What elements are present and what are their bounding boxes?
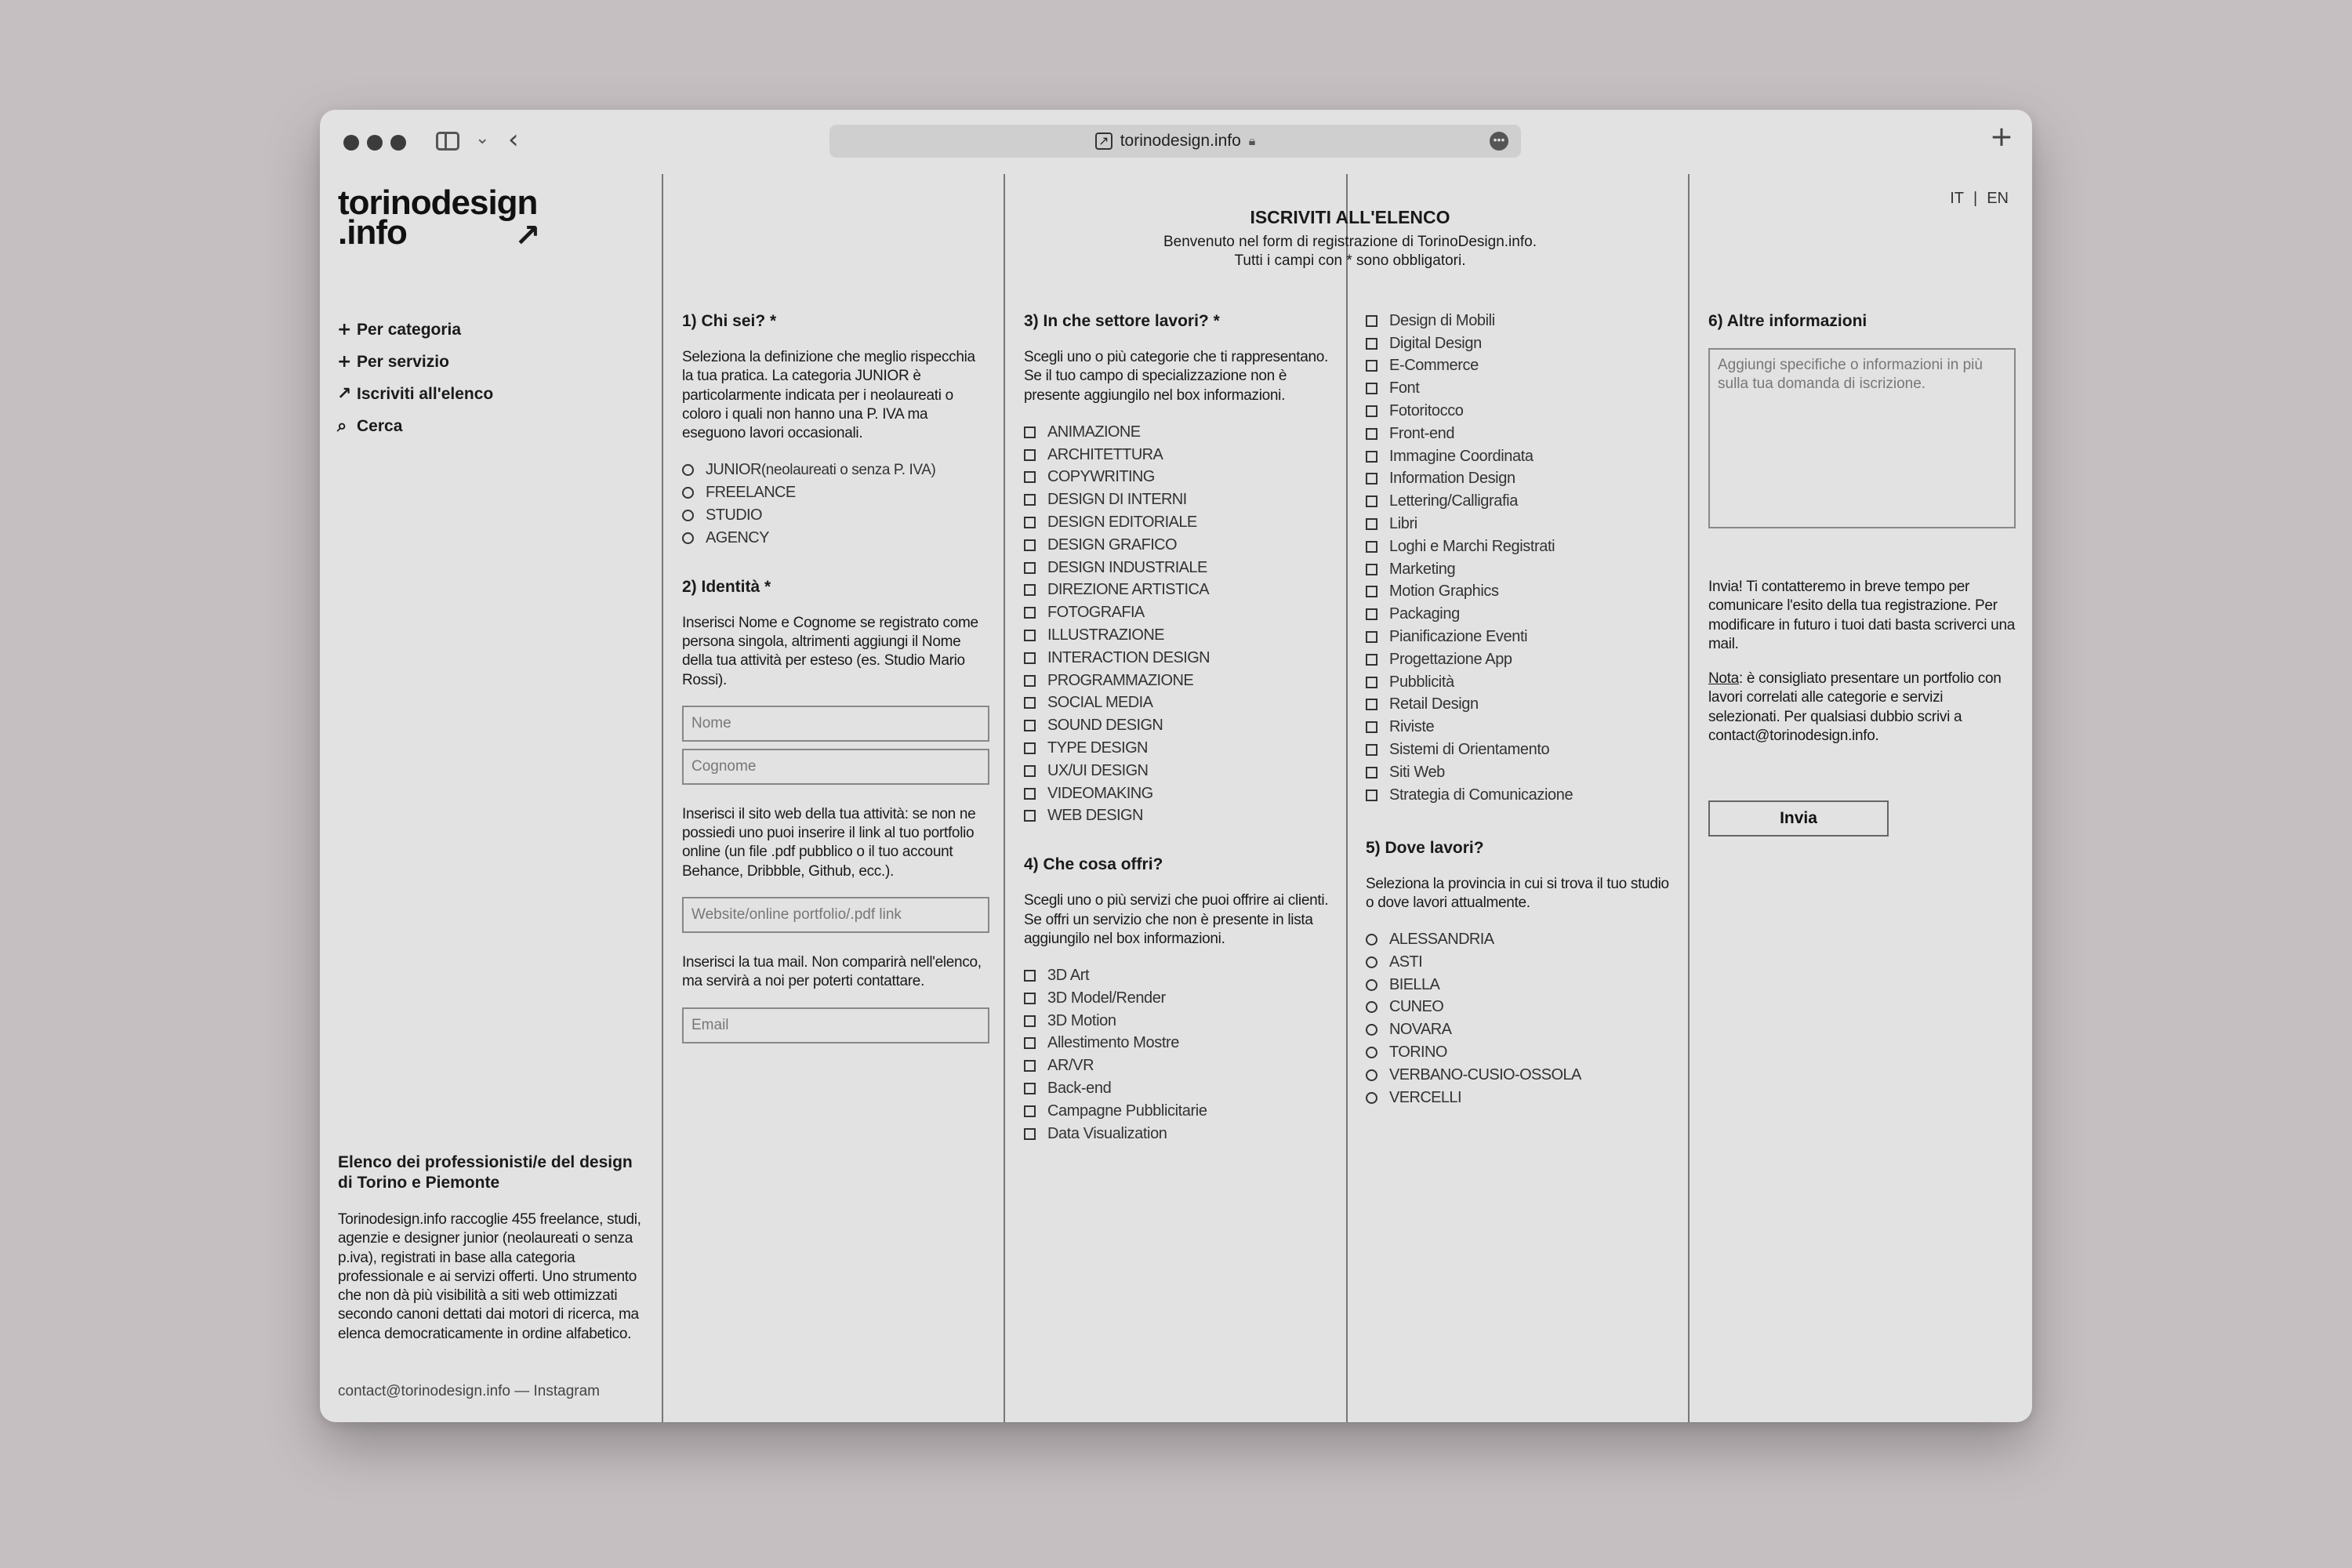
radio-icon — [1366, 1024, 1377, 1036]
language-switcher — [1945, 190, 2013, 208]
checkbox-option[interactable] — [1024, 670, 1331, 692]
option-label: Immagine Coordinata — [1389, 447, 1534, 465]
checkbox-option[interactable] — [1366, 671, 1673, 694]
radio-icon — [1366, 1047, 1377, 1058]
checkbox-icon — [1366, 564, 1377, 575]
section-4-options-b — [1366, 310, 1673, 807]
option-label: AR/VR — [1047, 1057, 1094, 1075]
checkbox-option[interactable] — [1366, 558, 1673, 581]
checkbox-icon — [1024, 1105, 1036, 1117]
checkbox-option[interactable] — [1024, 601, 1331, 624]
checkbox-option[interactable] — [1024, 1033, 1331, 1055]
checkbox-option[interactable] — [1366, 513, 1673, 535]
option-label: Packaging — [1389, 605, 1460, 623]
option-label: BIELLA — [1389, 975, 1440, 993]
checkbox-icon — [1366, 767, 1377, 779]
arrow-up-right-icon: ↗ — [337, 384, 352, 404]
checkbox-icon — [1024, 630, 1036, 641]
option-label: DIREZIONE ARTISTICA — [1047, 581, 1210, 599]
option-label: Retail Design — [1389, 695, 1479, 713]
checkbox-option[interactable] — [1366, 310, 1673, 332]
checkbox-option[interactable] — [1024, 466, 1331, 488]
checkbox-icon — [1366, 428, 1377, 440]
option-label: Campagne Pubblicitarie — [1047, 1102, 1207, 1120]
section-1-desc: Seleziona la definizione che meglio rispecchia la tua pratica. La categoria JUNIOR è particolarmente indicata per i neolaureati o coloro i quali non hanno una P. IVA ma eseguono lavori occasionali. — [682, 349, 975, 442]
section-4-title: 4) Che cosa offri? — [1024, 855, 1163, 874]
checkbox-option[interactable] — [1024, 624, 1331, 647]
checkbox-option[interactable] — [1366, 761, 1673, 784]
divider — [1688, 174, 1690, 1422]
cognome-input[interactable] — [682, 749, 989, 785]
about-title: Elenco dei professionisti/e del design di Torino e Piemonte — [338, 1153, 633, 1192]
submit-button[interactable]: Invia — [1708, 800, 1889, 837]
checkbox-option[interactable] — [1024, 1100, 1331, 1123]
checkbox-icon — [1366, 315, 1377, 327]
option-label: Allestimento Mostre — [1047, 1034, 1180, 1052]
checkbox-icon — [1366, 631, 1377, 643]
more-icon[interactable]: ••• — [1490, 132, 1508, 151]
checkbox-option[interactable] — [1366, 355, 1673, 378]
option-label: Font — [1389, 379, 1420, 397]
section-1-title: 1) Chi sei? * — [682, 312, 777, 330]
checkbox-icon — [1024, 1037, 1036, 1049]
divider — [1346, 174, 1348, 1422]
option-sublabel: (neolaureati o senza P. IVA) — [760, 461, 936, 478]
checkbox-option[interactable] — [1024, 444, 1331, 466]
checkbox-icon — [1024, 1015, 1036, 1027]
checkbox-option[interactable] — [1024, 964, 1331, 987]
checkbox-icon — [1366, 744, 1377, 756]
checkbox-option[interactable] — [1366, 694, 1673, 717]
checkbox-option[interactable] — [1024, 714, 1331, 737]
option-label: ASTI — [1389, 953, 1423, 971]
checkbox-icon — [1024, 449, 1036, 461]
option-label: ILLUSTRAZIONE — [1047, 626, 1164, 644]
checkbox-icon — [1366, 451, 1377, 463]
option-label: 3D Model/Render — [1047, 989, 1166, 1007]
option-label: 3D Motion — [1047, 1011, 1116, 1029]
minimize-window-dot[interactable] — [367, 135, 383, 151]
nav-label: Cerca — [357, 416, 403, 435]
radio-icon — [1366, 1092, 1377, 1104]
checkbox-icon — [1366, 586, 1377, 597]
checkbox-option[interactable] — [1024, 557, 1331, 579]
radio-icon — [1366, 956, 1377, 968]
section-2-desc: Inserisci Nome e Cognome se registrato come persona singola, altrimenti aggiungi il Nome della tua attività per esteso (es. Studio Mario Rossi). — [682, 614, 978, 688]
note-label: Nota — [1708, 670, 1739, 688]
option-label: Back-end — [1047, 1080, 1112, 1097]
chevron-down-icon[interactable]: ⌄ — [475, 129, 490, 148]
checkbox-option[interactable] — [1024, 691, 1331, 714]
option-label: TYPE DESIGN — [1047, 739, 1148, 757]
nav-item-iscriviti[interactable] — [337, 378, 493, 410]
radio-option[interactable] — [1366, 1018, 1673, 1041]
checkbox-option[interactable] — [1024, 804, 1331, 827]
checkbox-option[interactable] — [1024, 511, 1331, 534]
new-tab-icon[interactable]: + — [1989, 121, 2013, 153]
checkbox-icon — [1366, 541, 1377, 553]
checkbox-icon — [1366, 405, 1377, 417]
nav-label: Per servizio — [357, 352, 449, 371]
page-title: ISCRIVITI ALL'ELENCO — [1250, 207, 1450, 227]
option-label: SOUND DESIGN — [1047, 717, 1163, 735]
checkbox-icon — [1366, 360, 1377, 372]
option-label: Riviste — [1389, 718, 1435, 736]
email-desc: Inserisci la tua mail. Non comparirà nell'elenco, ma servirà a noi per poterti contattare. — [682, 954, 982, 990]
radio-icon — [682, 487, 694, 499]
nav-item-per-categoria[interactable] — [337, 314, 493, 346]
checkbox-icon — [1024, 539, 1036, 551]
column-3 — [1366, 310, 1673, 1109]
external-link-icon: ↗ — [1095, 132, 1112, 150]
column-1 — [682, 312, 989, 1044]
option-label: INTERACTION DESIGN — [1047, 648, 1210, 666]
option-label: Siti Web — [1389, 763, 1445, 781]
checkbox-option[interactable] — [1366, 648, 1673, 671]
checkbox-icon — [1024, 697, 1036, 709]
radio-icon — [1366, 934, 1377, 946]
section-2-title: 2) Identità * — [682, 577, 771, 596]
checkbox-option[interactable] — [1024, 647, 1331, 670]
option-label: FOTOGRAFIA — [1047, 604, 1145, 622]
checkbox-option[interactable] — [1024, 737, 1331, 760]
website-desc: Inserisci il sito web della tua attività: se non ne possiedi uno puoi inserire il link al tuo portfolio online (un file .pdf pubblico o il tuo account Behance, Dribbble, Github, ecc.). — [682, 805, 976, 880]
option-label: Motion Graphics — [1389, 583, 1499, 601]
option-label: DESIGN DI INTERNI — [1047, 491, 1187, 509]
sidebar-toggle-icon[interactable] — [436, 132, 459, 151]
checkbox-icon — [1024, 494, 1036, 506]
option-label: 3D Art — [1047, 967, 1090, 985]
checkbox-option[interactable] — [1024, 421, 1331, 444]
checkbox-icon — [1024, 742, 1036, 754]
section-3-desc: Scegli uno o più categorie che ti rappresentano. Se il tuo campo di specializzazione non è presente aggiungilo nel box informazioni. — [1024, 349, 1329, 404]
checkbox-option[interactable] — [1024, 1010, 1331, 1033]
radio-icon — [1366, 1001, 1377, 1013]
checkbox-icon — [1366, 608, 1377, 620]
section-5-options — [1366, 928, 1673, 1109]
checkbox-option[interactable] — [1366, 490, 1673, 513]
option-label: Loghi e Marchi Registrati — [1389, 537, 1555, 555]
checkbox-icon — [1366, 495, 1377, 507]
option-label: Front-end — [1389, 424, 1455, 442]
option-label: Pubblicità — [1389, 673, 1454, 691]
checkbox-option[interactable] — [1366, 739, 1673, 761]
checkbox-icon — [1366, 677, 1377, 688]
radio-option[interactable] — [1366, 974, 1673, 996]
option-label: SOCIAL MEDIA — [1047, 694, 1153, 712]
checkbox-icon — [1024, 517, 1036, 528]
column-4 — [1708, 312, 2016, 837]
checkbox-icon — [1024, 607, 1036, 619]
lang-en[interactable]: EN — [1987, 190, 2009, 207]
submit-info-text: Invia! Ti contatteremo in breve tempo per comunicare l'esito della tua registrazione. Per modificare in futuro i tuoi dati basta scriverci una mail. — [1708, 579, 2015, 652]
info-textarea[interactable] — [1708, 348, 2016, 528]
option-label: DESIGN GRAFICO — [1047, 535, 1177, 554]
option-label: VIDEOMAKING — [1047, 784, 1153, 802]
divider — [1004, 174, 1005, 1422]
radio-option[interactable] — [1366, 928, 1673, 951]
note-body: : è consigliato presentare un portfolio con lavori correlati alle categorie e servizi selezionati. Per qualsiasi dubbio scrivi a contact@torinodesign.info. — [1708, 670, 2002, 745]
checkbox-icon — [1024, 1083, 1036, 1094]
option-label: WEB DESIGN — [1047, 807, 1143, 825]
radio-studio[interactable] — [682, 504, 989, 527]
nav-item-cerca[interactable] — [337, 410, 493, 442]
option-label: VERCELLI — [1389, 1088, 1461, 1106]
logo-arrow-icon: ↗ — [514, 218, 541, 254]
checkbox-option[interactable] — [1366, 400, 1673, 423]
checkbox-icon — [1024, 720, 1036, 731]
radio-junior[interactable] — [682, 459, 989, 481]
radio-icon — [1366, 979, 1377, 991]
browser-toolbar — [320, 110, 2032, 172]
option-label: Lettering/Calligrafia — [1389, 492, 1518, 510]
checkbox-option[interactable] — [1366, 626, 1673, 648]
option-label: ANIMAZIONE — [1047, 423, 1141, 441]
checkbox-option[interactable] — [1024, 987, 1331, 1010]
sidebar-footer[interactable]: contact@torinodesign.info — Instagram — [338, 1383, 601, 1399]
option-label: COPYWRITING — [1047, 468, 1155, 486]
option-label: Data Visualization — [1047, 1124, 1167, 1142]
checkbox-icon — [1366, 654, 1377, 666]
option-label: STUDIO — [706, 506, 762, 524]
checkbox-icon — [1024, 788, 1036, 800]
plus-icon: + — [337, 352, 352, 372]
checkbox-icon — [1024, 1128, 1036, 1140]
nav-item-per-servizio[interactable] — [337, 346, 493, 378]
checkbox-icon — [1366, 699, 1377, 710]
nav-label: Per categoria — [357, 320, 462, 339]
option-label: ARCHITETTURA — [1047, 445, 1163, 463]
checkbox-icon — [1366, 473, 1377, 485]
checkbox-option[interactable] — [1024, 534, 1331, 557]
logo-line1: torinodesign — [338, 183, 538, 222]
checkbox-option[interactable] — [1366, 377, 1673, 400]
header-line2: Tutti i campi con * sono obbligatori. — [1234, 252, 1466, 269]
option-label: AGENCY — [706, 528, 769, 546]
checkbox-icon — [1024, 675, 1036, 687]
radio-option[interactable] — [1366, 996, 1673, 1019]
lang-it[interactable]: IT — [1950, 190, 1964, 207]
radio-option[interactable] — [1366, 1064, 1673, 1087]
checkbox-option[interactable] — [1024, 579, 1331, 601]
option-label: Fotoritocco — [1389, 402, 1464, 420]
section-1-options — [682, 459, 989, 549]
section-5-title: 5) Dove lavori? — [1366, 838, 1484, 857]
nav-label: Iscriviti all'elenco — [357, 384, 494, 403]
checkbox-icon — [1366, 383, 1377, 394]
option-label: JUNIOR — [706, 461, 761, 479]
checkbox-option[interactable] — [1024, 1077, 1331, 1100]
radio-icon — [682, 464, 694, 476]
option-label: Strategia di Comunicazione — [1389, 786, 1573, 804]
checkbox-icon — [1024, 471, 1036, 483]
checkbox-option[interactable] — [1366, 603, 1673, 626]
checkbox-icon — [1024, 765, 1036, 777]
option-label: PROGRAMMAZIONE — [1047, 671, 1194, 689]
checkbox-option[interactable] — [1024, 782, 1331, 805]
section-4-desc: Scegli uno o più servizi che puoi offrire ai clienti. Se offri un servizio che non è presente in lista aggiungilo nel box informazioni. — [1024, 892, 1329, 947]
checkbox-icon — [1024, 970, 1036, 982]
section-3-title: 3) In che settore lavori? * — [1024, 312, 1220, 330]
radio-freelance[interactable] — [682, 481, 989, 504]
section-4-options-a — [1024, 964, 1331, 1145]
close-window-dot[interactable] — [343, 135, 359, 151]
option-label: Pianificazione Eventi — [1389, 628, 1528, 646]
checkbox-option[interactable] — [1024, 1123, 1331, 1145]
checkbox-icon — [1024, 810, 1036, 822]
option-label: CUNEO — [1389, 998, 1444, 1016]
checkbox-option[interactable] — [1366, 332, 1673, 355]
checkbox-option[interactable] — [1366, 468, 1673, 491]
option-label: Progettazione App — [1389, 650, 1512, 668]
column-2 — [1024, 312, 1331, 1145]
radio-option[interactable] — [1366, 1087, 1673, 1109]
sidebar-nav — [337, 314, 493, 442]
header-line1: Benvenuto nel form di registrazione di TorinoDesign.info. — [1163, 234, 1537, 250]
option-label: VERBANO-CUSIO-OSSOLA — [1389, 1065, 1581, 1083]
option-label: FREELANCE — [706, 484, 796, 502]
radio-icon — [1366, 1069, 1377, 1081]
option-label: Design di Mobili — [1389, 311, 1495, 329]
option-label: ALESSANDRIA — [1389, 931, 1494, 949]
browser-window — [320, 110, 2032, 1422]
checkbox-icon — [1366, 338, 1377, 350]
lock-icon: 🔒︎ — [1248, 133, 1256, 148]
radio-agency[interactable] — [682, 527, 989, 550]
url-text: torinodesign.info — [1120, 132, 1241, 150]
email-input[interactable] — [682, 1007, 989, 1044]
checkbox-icon — [1024, 1060, 1036, 1072]
section-6-title: 6) Altre informazioni — [1708, 312, 1867, 330]
form-header — [668, 207, 2032, 270]
search-icon: ⌕ — [337, 416, 347, 436]
checkbox-option[interactable] — [1024, 1054, 1331, 1077]
option-label: NOVARA — [1389, 1021, 1452, 1039]
radio-option[interactable] — [1366, 951, 1673, 974]
checkbox-icon — [1366, 789, 1377, 801]
website-input[interactable] — [682, 897, 989, 933]
checkbox-icon — [1024, 562, 1036, 574]
option-label: Information Design — [1389, 470, 1515, 488]
logo-line2: .info — [338, 213, 407, 252]
section-3-options — [1024, 421, 1331, 827]
option-label: E-Commerce — [1389, 357, 1479, 375]
site-logo[interactable] — [338, 183, 538, 252]
option-label: Digital Design — [1389, 334, 1482, 352]
checkbox-option[interactable] — [1366, 581, 1673, 604]
plus-icon: + — [337, 320, 352, 339]
option-label: Marketing — [1389, 560, 1456, 578]
lang-separator: | — [1973, 190, 1978, 207]
checkbox-icon — [1024, 426, 1036, 438]
section-5-desc: Seleziona la provincia in cui si trova il tuo studio o dove lavori attualmente. — [1366, 875, 1669, 911]
checkbox-option[interactable] — [1024, 760, 1331, 782]
checkbox-icon — [1366, 721, 1377, 733]
checkbox-option[interactable] — [1366, 784, 1673, 807]
option-label: UX/UI DESIGN — [1047, 761, 1149, 779]
note-text — [1708, 670, 2016, 746]
option-label: DESIGN INDUSTRIALE — [1047, 558, 1207, 576]
option-label: TORINO — [1389, 1044, 1447, 1061]
radio-option[interactable] — [1366, 1041, 1673, 1064]
divider — [662, 174, 663, 1422]
checkbox-option[interactable] — [1366, 535, 1673, 558]
zoom-window-dot[interactable] — [390, 135, 406, 151]
checkbox-icon — [1366, 518, 1377, 530]
back-arrow-icon[interactable]: ‹ — [508, 124, 519, 155]
option-label: DESIGN EDITORIALE — [1047, 513, 1197, 531]
radio-icon — [682, 532, 694, 544]
option-label: Sistemi di Orientamento — [1389, 741, 1550, 759]
address-bar[interactable] — [829, 125, 1521, 158]
checkbox-icon — [1024, 993, 1036, 1004]
about-text: Torinodesign.info raccoglie 455 freelance, studi, agenzie e designer junior (neolaureati o senza p.iva), registrati in base alla categoria professionale e ai servizi offerti. Uno strumento che non dà più visibilità a siti web ottimizzati secondo canoni dettati dai motori di ricerca, ma elenca democraticamente in ordine alfabetico. — [338, 1211, 641, 1342]
checkbox-icon — [1024, 652, 1036, 664]
radio-icon — [682, 510, 694, 521]
checkbox-icon — [1024, 584, 1036, 596]
checkbox-option[interactable] — [1366, 716, 1673, 739]
checkbox-option[interactable] — [1366, 445, 1673, 468]
nome-input[interactable] — [682, 706, 989, 742]
checkbox-option[interactable] — [1024, 488, 1331, 511]
checkbox-option[interactable] — [1366, 423, 1673, 445]
option-label: Libri — [1389, 515, 1417, 533]
